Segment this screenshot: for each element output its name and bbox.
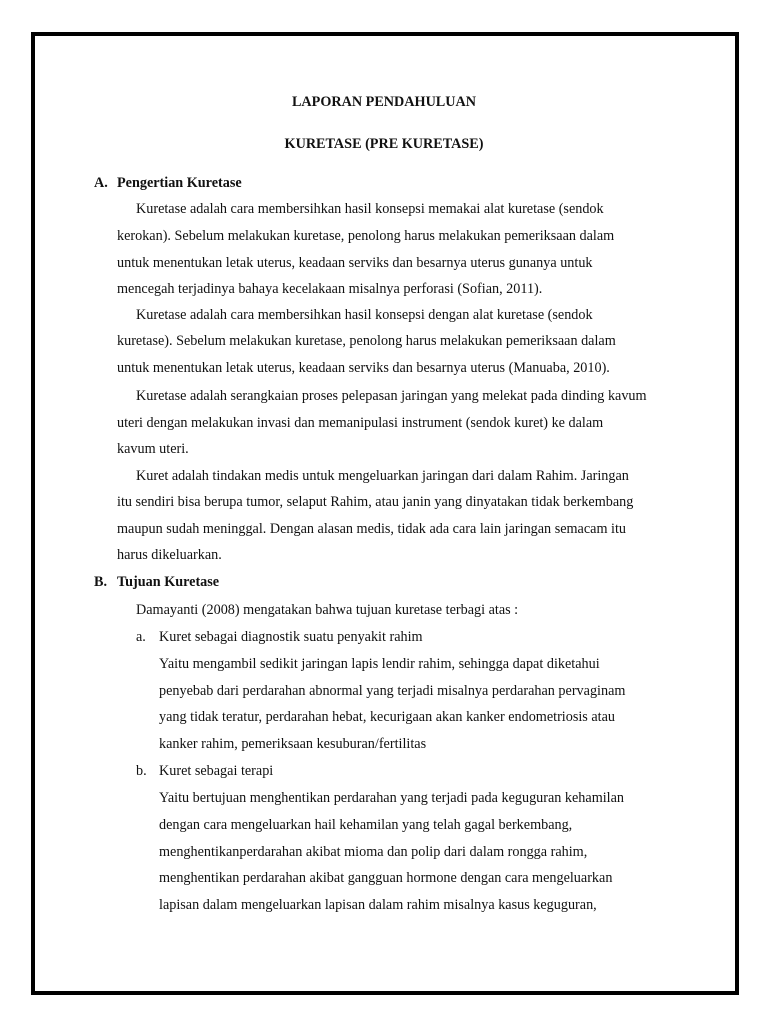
paragraph-line: kuretase). Sebelum melakukan kuretase, penolong harus melakukan pemeriksaan dalam [117,333,616,349]
document-title: LAPORAN PENDAHULUAN [291,94,477,110]
paragraph-line: harus dikeluarkan. [117,547,222,563]
list-item-line: Yaitu mengambil sedikit jaringan lapis lendir rahim, sehingga dapat diketahui [159,656,600,672]
paragraph-line: Kuretase adalah serangkaian proses pelepasan jaringan yang melekat pada dinding kavum [136,388,647,404]
list-item-line: dengan cara mengeluarkan hail kehamilan yang telah gagal berkembang, [159,817,573,833]
paragraph-line: Kuretase adalah cara membersihkan hasil konsepsi dengan alat kuretase (sendok [136,307,593,323]
section-a-marker: A. [94,175,108,191]
section-b-intro: Damayanti (2008) mengatakan bahwa tujuan kuretase terbagi atas : [136,602,519,618]
document-subtitle: KURETASE (PRE KURETASE) [284,136,484,152]
paragraph-line: untuk menentukan letak uterus, keadaan serviks dan besarnya uterus gunanya untuk [117,255,593,271]
list-item-line: lapisan dalam mengeluarkan lapisan dalam rahim misalnya kasus keguguran, [159,897,597,913]
paragraph-line: uteri dengan melakukan invasi dan memanipulasi instrument (sendok kuret) ke dalam [117,415,604,431]
list-item-line: yang tidak teratur, perdarahan hebat, kecurigaan akan kanker endometriosis atau [159,709,615,725]
paragraph-line: Kuretase adalah cara membersihkan hasil konsepsi memakai alat kuretase (sendok [136,201,604,217]
section-b-heading: Tujuan Kuretase [117,574,220,590]
paragraph-line: kerokan). Sebelum melakukan kuretase, penolong harus melakukan pemeriksaan dalam [117,228,615,244]
list-item-marker: a. [136,629,146,645]
paragraph-line: untuk menentukan letak uterus, keadaan serviks dan besarnya uterus (Manuaba, 2010). [117,360,610,376]
section-b-marker: B. [94,574,108,590]
list-item-line: Yaitu bertujuan menghentikan perdarahan yang terjadi pada keguguran kehamilan [159,790,625,806]
paragraph-line: maupun sudah meninggal. Dengan alasan medis, tidak ada cara lain jaringan semacam itu [117,521,626,537]
list-item-line: kanker rahim, pemeriksaan kesuburan/fertilitas [159,736,427,752]
list-item-heading: Kuret sebagai diagnostik suatu penyakit rahim [159,629,423,645]
list-item-marker: b. [136,763,147,779]
list-item-heading: Kuret sebagai terapi [159,763,274,779]
paragraph-line: itu sendiri bisa berupa tumor, selaput Rahim, atau janin yang dinyatakan tidak berkembang [117,494,634,510]
paragraph-line: Kuret adalah tindakan medis untuk mengeluarkan jaringan dari dalam Rahim. Jaringan [136,468,629,484]
list-item-line: penyebab dari perdarahan abnormal yang terjadi misalnya perdarahan pervaginam [159,683,626,699]
paragraph-line: mencegah terjadinya bahaya kecelakaan misalnya perforasi (Sofian, 2011). [117,281,543,297]
paragraph-line: kavum uteri. [117,441,189,457]
list-item-line: menghentikan perdarahan akibat gangguan hormone dengan cara mengeluarkan [159,870,613,886]
list-item-line: menghentikanperdarahan akibat mioma dan polip dari dalam rongga rahim, [159,844,588,860]
section-a-heading: Pengertian Kuretase [117,175,242,191]
